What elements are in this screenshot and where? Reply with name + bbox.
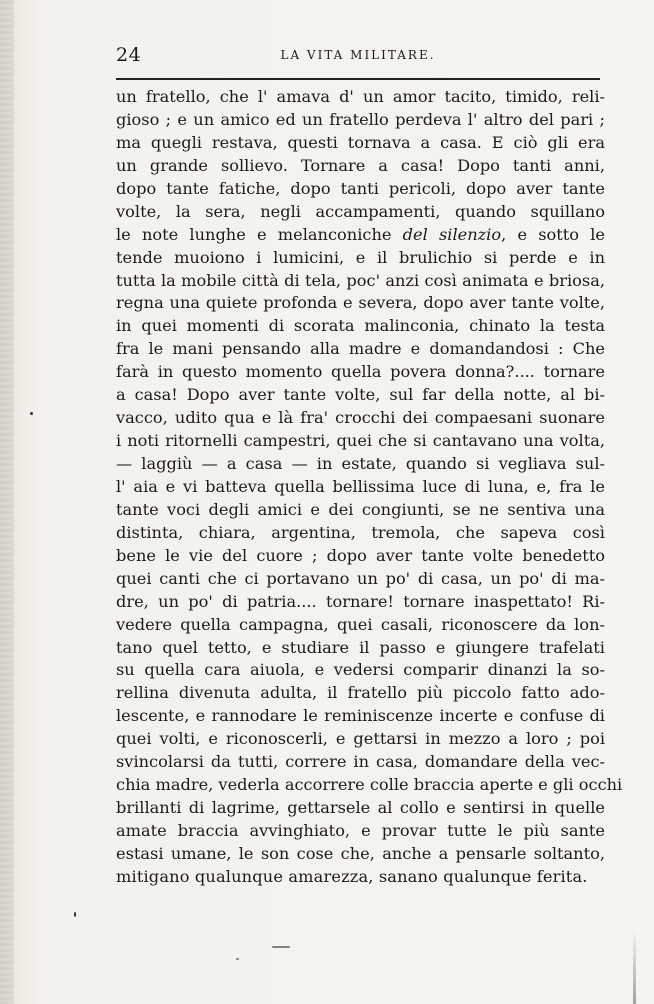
text-line: gioso ; e un amico ed un fratello perdeva l' altro del pari ;: [116, 109, 605, 129]
text-line: in quei momenti di scorata malinconia, chinato la testa: [116, 316, 605, 336]
text-line: regna una quiete profonda e severa, dopo aver tante volte,: [116, 293, 605, 313]
text-line: lescente, e rannodare le reminiscenze incerte e confuse di: [116, 706, 605, 726]
text-fragment: le note lunghe e melanconiche: [116, 224, 403, 244]
ink-speck: [236, 958, 239, 960]
text-line: chia madre, vederla accorrere colle braccia aperte e gli occhi: [116, 775, 623, 795]
running-title: LA VITA MILITARE.: [280, 48, 436, 62]
ink-speck: [30, 412, 33, 415]
text-line: svincolarsi da tutti, correre in casa, domandare della vec-: [116, 752, 605, 772]
text-line: a casa! Dopo aver tante volte, sul far della notte, al bi-: [116, 385, 605, 405]
text-line: dopo tante fatiche, dopo tanti pericoli, dopo aver tante: [116, 178, 605, 198]
text-line: amate braccia avvinghiato, e provar tutte le più sante: [116, 821, 605, 840]
body-text: [116, 86, 623, 889]
running-head: [116, 44, 600, 68]
text-line: mitigano qualunque amarezza, sanano qualunque ferita.: [116, 866, 588, 886]
text-line: un fratello, che l' amava d' un amor tacito, timido, reli-: [116, 87, 605, 106]
page-fold-shadow: [633, 930, 636, 1004]
italic-phrase: del silenzio: [402, 224, 502, 244]
text-line: l' aia e vi batteva quella bellissima luce di luna, e, fra le: [116, 476, 605, 496]
page-binding-edge: [0, 0, 14, 1004]
text-line: farà in questo momento quella povera donna?.... tornare: [116, 362, 605, 382]
page-number: 24: [116, 44, 142, 66]
text-line: tende muoiono i lumicini, e il brulichio si perde e in: [116, 247, 605, 267]
text-line: quei volti, e riconoscerli, e gettarsi in mezzo a loro ; poi: [116, 729, 605, 749]
text-line: tante voci degli amici e dei congiunti, se ne sentiva una: [116, 499, 605, 519]
text-line: quei canti che ci portavano un po' di casa, un po' di ma-: [116, 568, 605, 588]
text-line: estasi umane, le son cose che, anche a pensarle soltanto,: [116, 843, 605, 863]
text-line: brillanti di lagrime, gettarsele al collo e sentirsi in quelle: [116, 798, 605, 818]
text-line: ma quegli restava, questi tornava a casa. E ciò gli era: [116, 132, 605, 152]
ink-speck: [74, 912, 76, 917]
text-line: i noti ritornelli campestri, quei che si cantavano una volta,: [116, 431, 605, 451]
text-line: bene le vie del cuore ; dopo aver tante volte benedetto: [116, 545, 605, 565]
text-line: su quella cara aiuola, e vedersi comparir dinanzi la so-: [116, 660, 605, 680]
text-line: tano quel tetto, e studiare il passo e giungere trafelati: [116, 637, 605, 657]
text-line: rellina divenuta adulta, il fratello più piccolo fatto ado-: [116, 683, 605, 703]
text-fragment: , e sotto le: [501, 224, 605, 244]
text-line: volte, la sera, negli accampamenti, quando squillano: [116, 201, 605, 221]
text-line: dre, un po' di patria.... tornare! tornare inaspettato! Ri-: [116, 591, 605, 611]
text-line: distinta, chiara, argentina, tremola, che sapeva così: [116, 522, 605, 542]
text-line: vacco, udito qua e là fra' crocchi dei compaesani suonare: [116, 408, 605, 428]
text-line: vedere quella campagna, quei casali, riconoscere da lon-: [116, 614, 605, 634]
ink-speck: [272, 946, 290, 948]
text-line: — laggiù — a casa — in estate, quando si vegliava sul-: [116, 454, 605, 473]
text-line: [116, 224, 605, 247]
text-line: un grande sollievo. Tornare a casa! Dopo tanti anni,: [116, 155, 605, 175]
text-line: tutta la mobile città di tela, poc' anzi così animata e briosa,: [116, 270, 605, 290]
header-rule: [116, 78, 600, 80]
text-line: fra le mani pensando alla madre e domandandosi : Che: [116, 339, 605, 359]
